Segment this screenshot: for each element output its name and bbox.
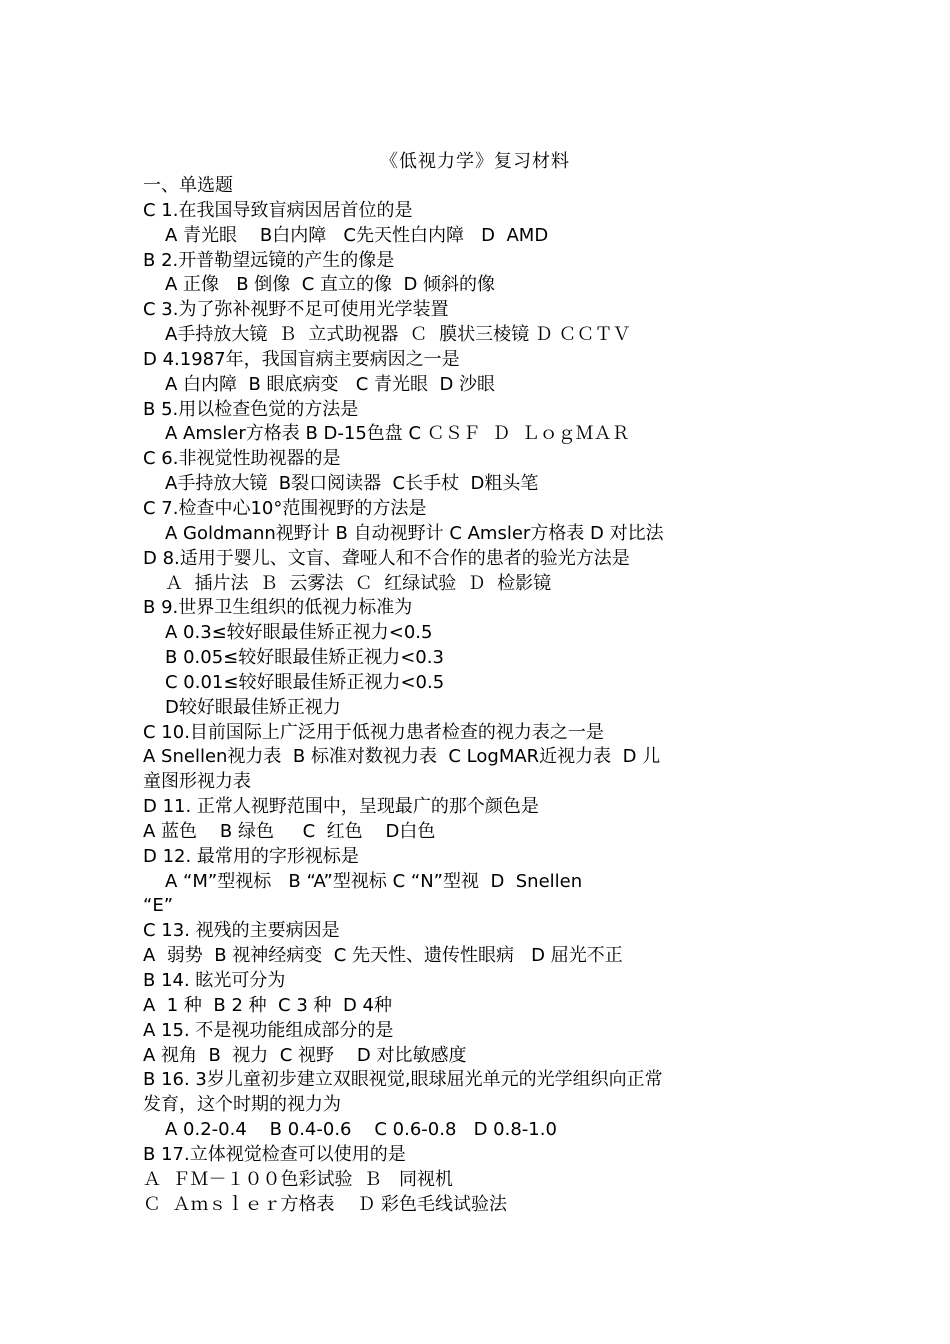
question-5-options: A Amsler方格表 B D-15色盘 C ＣＳＦ Ｄ ＬｏｇＭＡＲ: [165, 423, 630, 445]
question-7: C 7.检查中心10°范围视野的方法是: [143, 497, 427, 519]
question-16: B 16. 3岁儿童初步建立双眼视觉,眼球屈光单元的光学组织向正常: [143, 1069, 663, 1091]
question-2: B 2.开普勒望远镜的产生的像是: [143, 249, 395, 271]
question-12-options: A “M”型视标 B “A”型视标 C “N”型视 D Snellen: [165, 870, 583, 892]
question-11-options: A 蓝色 B 绿色 C 红色 D白色: [143, 820, 436, 842]
question-9-option-c: C 0.01≤较好眼最佳矫正视力<0.5: [165, 671, 445, 693]
question-17-options-ab: Ａ ＦＭ－１００色彩试验 Ｂ 同视机: [143, 1168, 454, 1190]
question-17: B 17.立体视觉检查可以使用的是: [143, 1143, 406, 1165]
question-8: D 8.适用于婴儿、文盲、聋哑人和不合作的患者的验光方法是: [143, 547, 630, 569]
question-9: B 9.世界卫生组织的低视力标准为: [143, 597, 413, 619]
document-title: 《低视力学》复习材料: [380, 151, 570, 172]
section-heading: 一、单选题: [143, 175, 233, 196]
document-body: [143, 174, 808, 1217]
question-10-options: A Snellen视力表 B 标准对数视力表 C LogMAR近视力表 D 儿: [143, 746, 661, 768]
question-12: D 12. 最常用的字形视标是: [143, 845, 359, 867]
question-8-options: Ａ 插片法 Ｂ 云雾法 Ｃ 红绿试验 Ｄ 检影镜: [165, 572, 552, 594]
question-5: B 5.用以检查色觉的方法是: [143, 398, 359, 420]
question-17-options-cd: Ｃ Ａｍｓｌｅｒ方格表 Ｄ 彩色毛线试验法: [143, 1193, 508, 1215]
question-1: C 1.在我国导致盲病因居首位的是: [143, 199, 413, 221]
question-9-option-a: A 0.3≤较好眼最佳矫正视力<0.5: [165, 622, 433, 644]
question-6-options: A手持放大镜 B裂口阅读器 C长手杖 D粗头笔: [165, 473, 539, 495]
question-13: C 13. 视残的主要病因是: [143, 920, 340, 942]
question-10: C 10.目前国际上广泛用于低视力患者检查的视力表之一是: [143, 721, 604, 743]
question-12-options-cont: “E”: [143, 895, 174, 917]
question-14: B 14. 眩光可分为: [143, 970, 286, 991]
question-11: D 11. 正常人视野范围中，呈现最广的那个颜色是: [143, 796, 539, 818]
question-10-options-cont: 童图形视力表: [143, 771, 251, 793]
question-3-options: A手持放大镜 Ｂ 立式助视器 Ｃ 膜状三棱镜 Ｄ ＣＣＴＶ: [165, 324, 631, 346]
question-1-options: A 青光眼 B白内障 C先天性白内障 D AMD: [165, 224, 549, 246]
question-15: A 15. 不是视功能组成部分的是: [143, 1019, 394, 1041]
question-13-options: A 弱势 B 视神经病变 C 先天性、遗传性眼病 D 屈光不正: [143, 945, 623, 967]
question-7-options: A Goldmann视野计 B 自动视野计 C Amsler方格表 D 对比法: [165, 522, 664, 544]
question-3: C 3.为了弥补视野不足可使用光学装置: [143, 299, 449, 321]
question-14-options: A 1 种 B 2 种 C 3 种 D 4种: [143, 994, 393, 1016]
question-15-options: A 视角 B 视力 C 视野 D 对比敏感度: [143, 1044, 467, 1066]
question-6: C 6.非视觉性助视器的是: [143, 448, 341, 470]
question-9-option-b: B 0.05≤较好眼最佳矫正视力<0.3: [165, 647, 444, 669]
question-9-option-d: D较好眼最佳矫正视力: [165, 696, 341, 718]
question-16-cont: 发育，这个时期的视力为: [143, 1094, 341, 1116]
question-2-options: A 正像 B 倒像 C 直立的像 D 倾斜的像: [165, 274, 496, 296]
question-16-options: A 0.2-0.4 B 0.4-0.6 C 0.6-0.8 D 0.8-1.0: [165, 1119, 557, 1141]
question-4: D 4.1987年，我国盲病主要病因之一是: [143, 348, 460, 370]
question-4-options: A 白内障 B 眼底病变 C 青光眼 D 沙眼: [165, 373, 496, 395]
